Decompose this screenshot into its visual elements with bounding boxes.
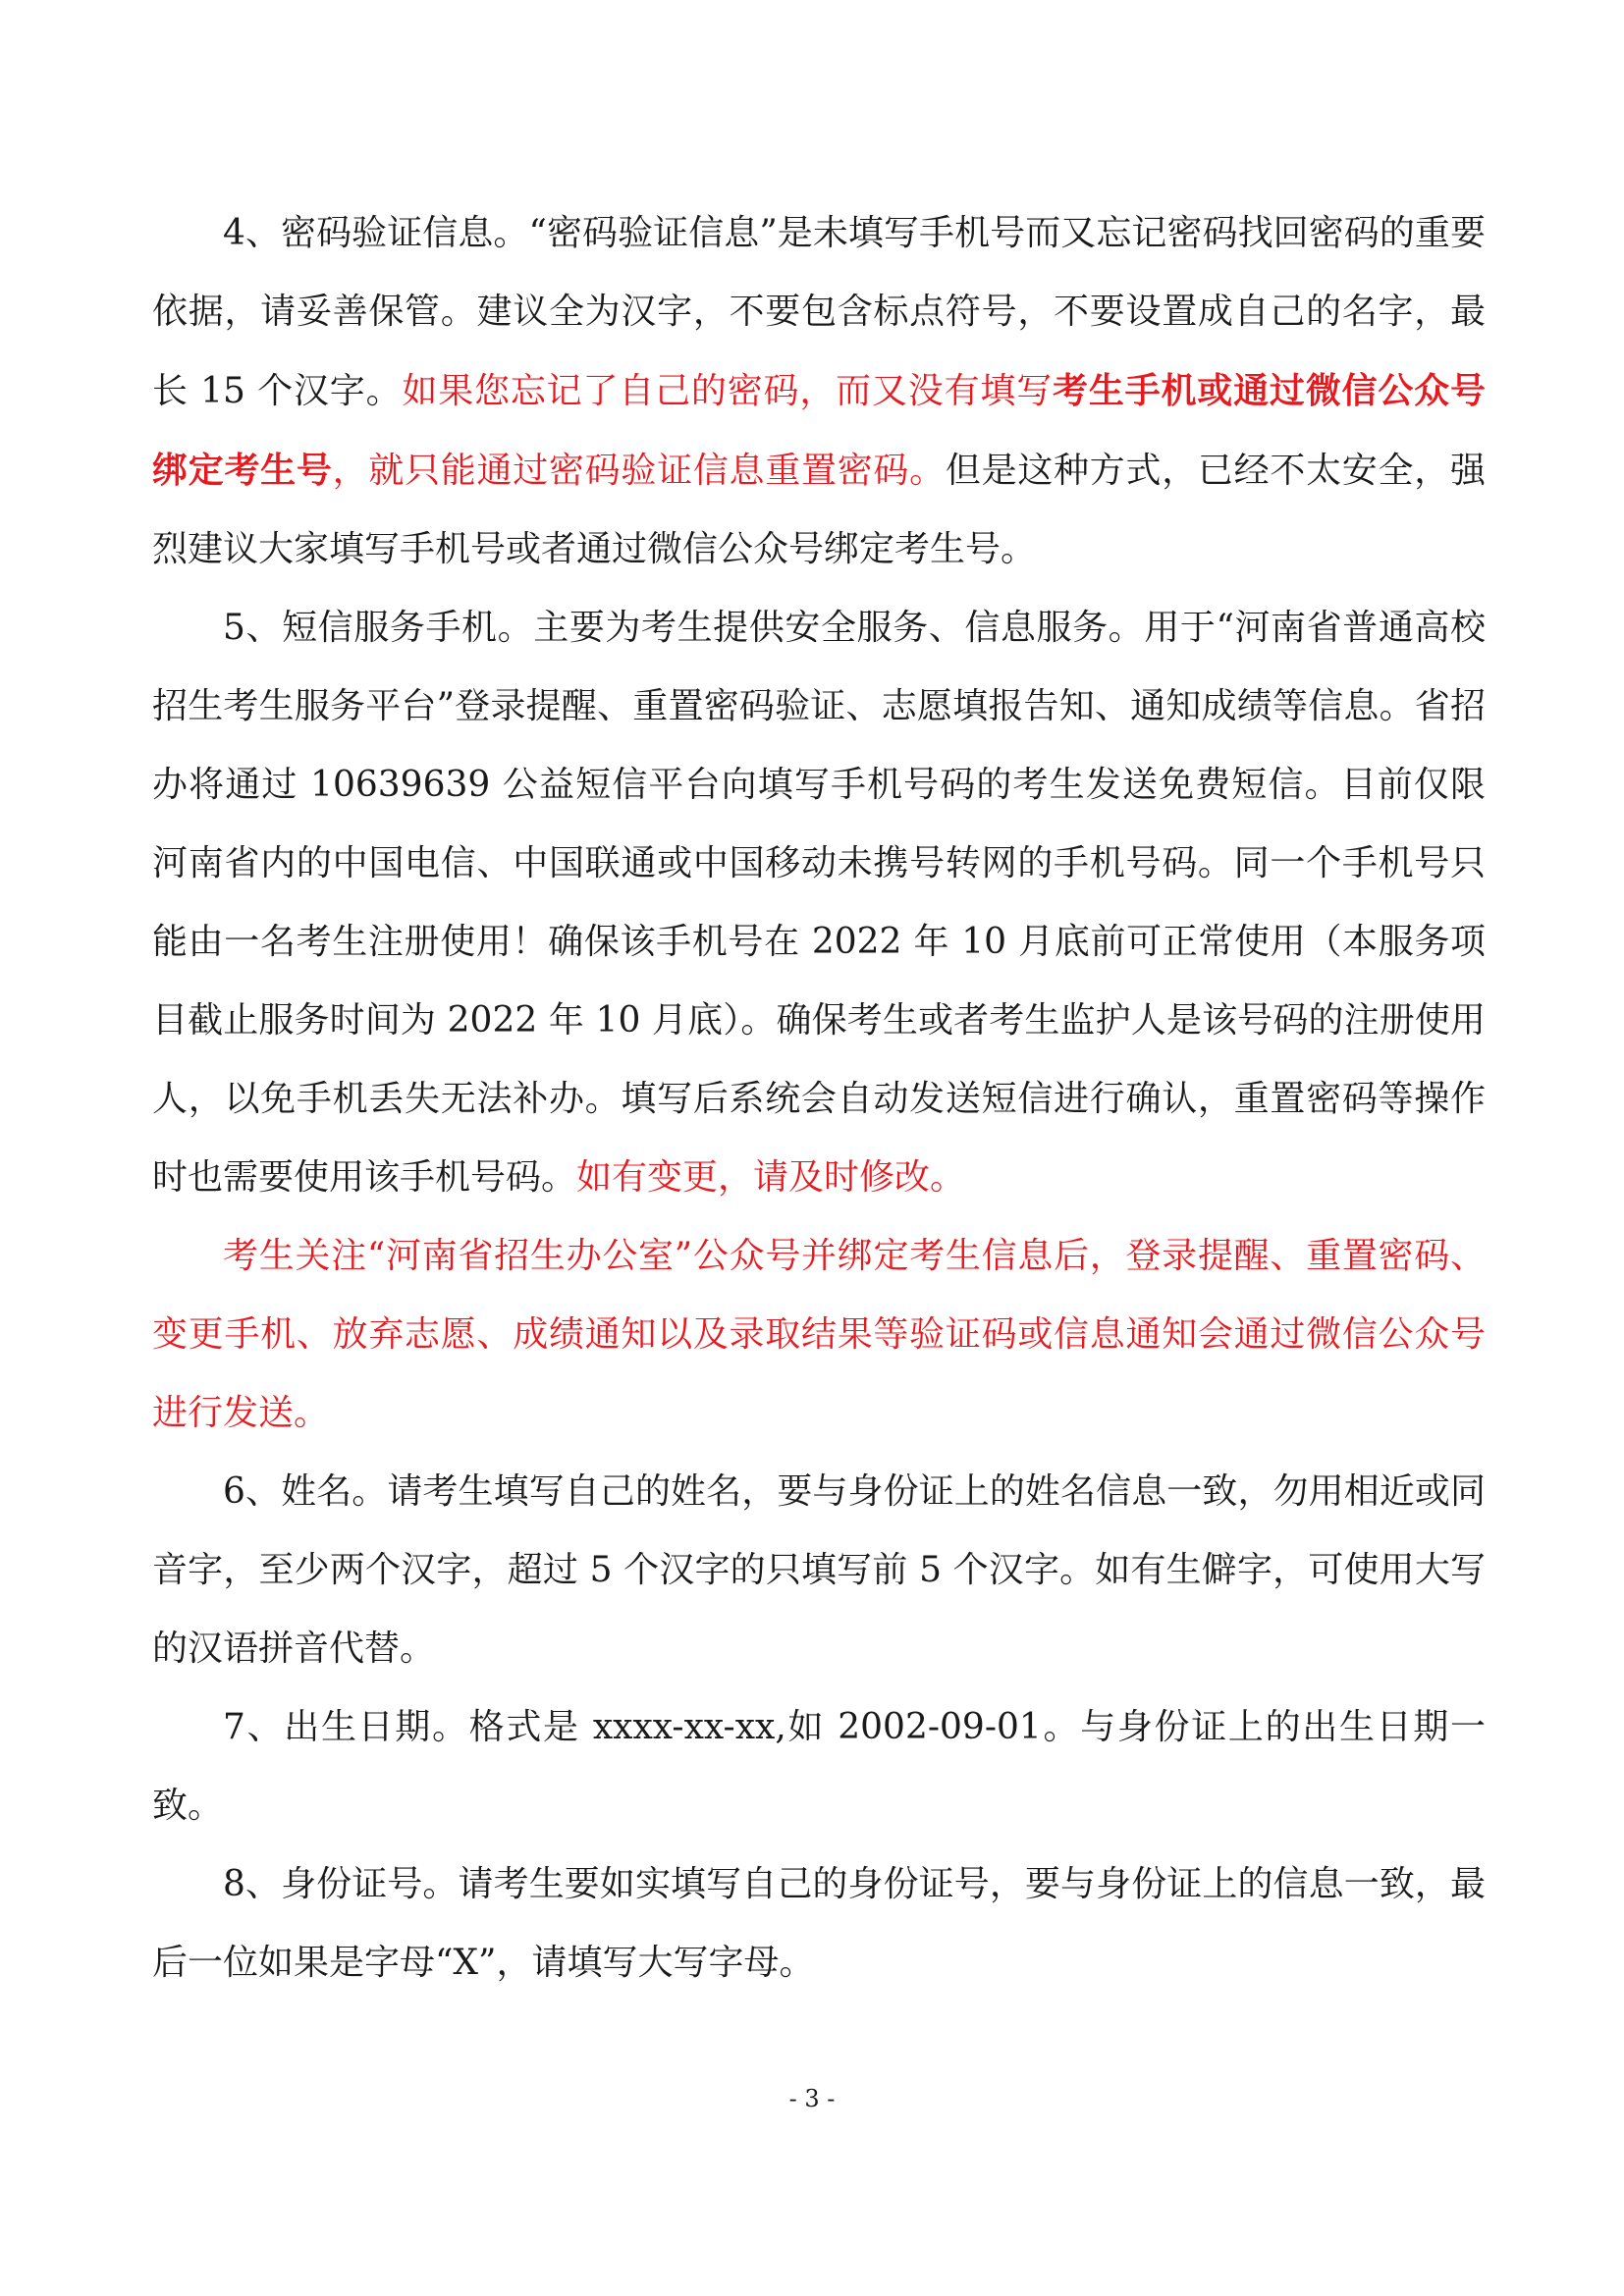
text-segment-red-bold: 考生手机或通过微信公众号绑定考生号 (152, 370, 1486, 491)
page-number: - 3 - (788, 2085, 836, 2112)
text-segment-red: 如有变更，请及时修改。 (576, 1157, 966, 1198)
text-segment: 4、密码验证信息。“密码验证信息”是未填写手机号而又忘记密码找回密码的重要依据，请妥善保管。建议全为汉字，不要包含标点符号，不要设置成自己的名字，最长 15 个汉字。 (152, 213, 1486, 411)
text-segment: 7、出生日期。格式是 xxxx-xx-xx,如 2002-09-01。与身份证上的出生日期一致。 (152, 1707, 1486, 1826)
paragraph-birth-date (152, 1688, 1486, 1845)
paragraph-wechat-notice (152, 1217, 1486, 1453)
paragraph-password-verification (152, 194, 1486, 589)
paragraph-sms-phone (152, 589, 1486, 1217)
text-segment: 8、身份证号。请考生要如实填写自己的身份证号，要与身份证上的信息一致，最后一位如果是字母“X”，请填写大写字母。 (152, 1864, 1486, 1983)
document-body (152, 194, 1486, 2002)
text-segment-red: 考生关注“河南省招生办公室”公众号并绑定考生信息后，登录提醒、重置密码、变更手机、放弃志愿、成绩通知以及录取结果等验证码或信息通知会通过微信公众号进行发送。 (152, 1236, 1486, 1433)
text-segment: 但是这种方式，已经不太安全，强烈建议大家填写手机号或者通过微信公众号绑定考生号。 (152, 451, 1486, 569)
text-segment: 6、姓名。请考生填写自己的姓名，要与身份证上的姓名信息一致，勿用相近或同音字，至少两个汉字，超过 5 个汉字的只填写前 5 个汉字。如有生僻字，可使用大写的汉语拼音代替。 (152, 1471, 1486, 1669)
text-segment-red: ，就只能通过密码验证信息重置密码。 (332, 451, 946, 491)
text-segment-red: 如果您忘记了自己的密码，而又没有填写 (402, 371, 1054, 411)
text-segment: 5、短信服务手机。主要为考生提供安全服务、信息服务。用于“河南省普通高校招生考生服务平台”登录提醒、重置密码验证、志愿填报告知、通知成绩等信息。省招办将通过 10639639 公益短信平台向填写手机号码的考生发送免费短信。目前仅限河南省内的中国电信、中国联通或中国移动未携号转网的手机号码。同一个手机号只能由一名考生注册使用！确保该手机号在 2022 年 10 月底前可正常使用（本服务项目截止服务时间为 2022 年 10 月底）。确保考生或者考生监护人是该号码的注册使用人，以免手机丢失无法补办。填写后系统会自动发送短信进行确认，重置密码等操作时也需要使用该手机号码。 (152, 608, 1486, 1198)
paragraph-id-number (152, 1845, 1486, 2002)
paragraph-name (152, 1453, 1486, 1688)
